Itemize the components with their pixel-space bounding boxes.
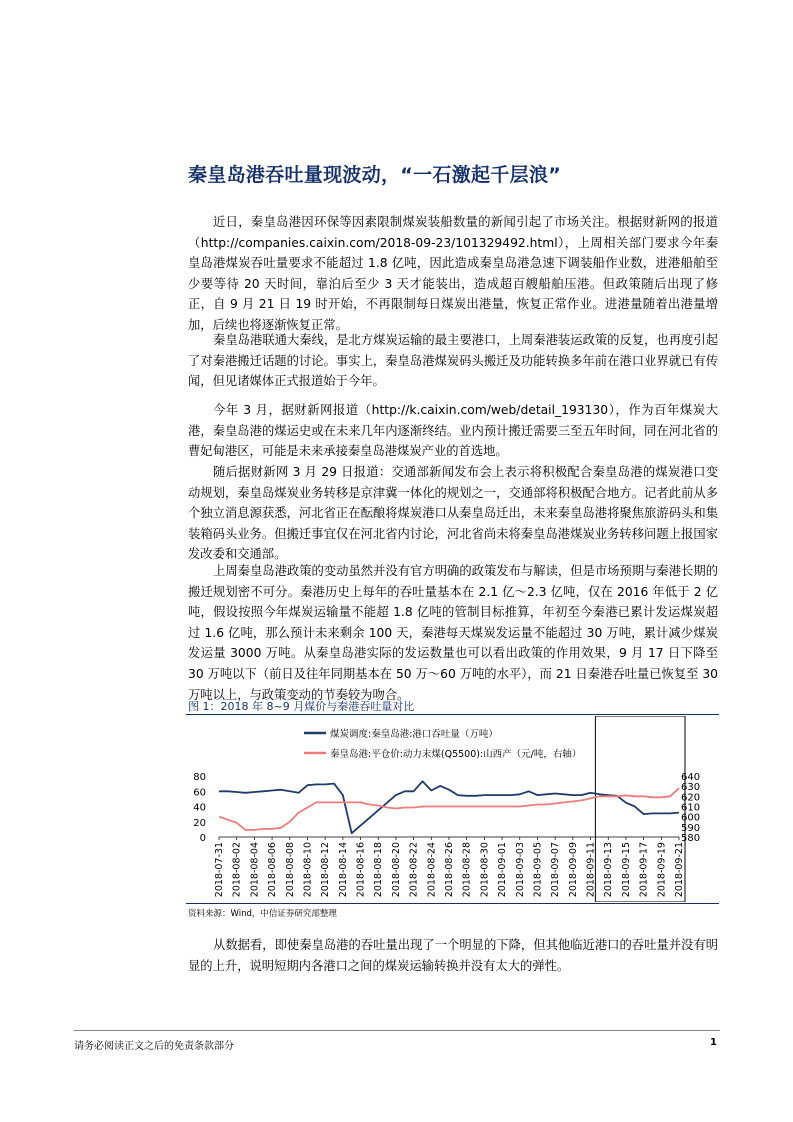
paragraph-5: 上周秦皇岛港政策的变动虽然并没有官方明确的政策发布与解读，但是市场预期与秦港长期的搬迁规划密不可分。秦港历史上每年的吞吐量基本在 2.1 亿～2.3 亿吨，仅在 2016 年低于 2 亿吨，假设按照今年煤炭运输量不能超 1.8 亿吨的管制目标推算，年初至今秦港已累计发运煤炭超过 1.6 亿吨，那么预计未来剩余 100 天，秦港每天煤炭发运量不能超过 30 万吨，累计减少煤炭发运量 3000 万吨。从秦皇岛港实际的发运数量也可以看出政策的作用效果，9 月 17 日下降至 30 万吨以下（前日及往年同期基本在 50 万～60 万吨的水平），而 21 日秦港吞吐量已恢复至 30 万吨以上，与政策变动的节奏较为吻合。 <box>188 564 718 702</box>
coal-chart <box>186 716 719 902</box>
paragraph-3: 今年 3 月，据财新网报道（http://k.caixin.com/web/detail_193130），作为百年煤炭大港，秦皇岛港的煤运史或在未来几年内逐渐终结。业内预计搬迁需要三至五年时间，同在河北省的曹妃甸港区，可能是未来承接秦皇岛港煤炭产业的首选地。 <box>188 403 718 459</box>
y-right-tick-label: 620 <box>681 792 701 804</box>
x-tick-label: 2018-08-14 <box>337 842 349 898</box>
x-tick-label: 2018-08-06 <box>267 842 279 898</box>
x-tick-label: 2018-09-05 <box>532 842 544 898</box>
y-right-tick-label: 600 <box>681 812 701 824</box>
x-tick-label: 2018-08-18 <box>373 842 385 898</box>
x-tick-label: 2018-08-28 <box>461 842 473 898</box>
x-tick-label: 2018-09-07 <box>550 842 562 898</box>
x-tick-label: 2018-08-22 <box>408 842 420 898</box>
page-number: 1 <box>710 1037 717 1048</box>
x-tick-label: 2018-09-03 <box>514 842 526 898</box>
x-tick-label: 2018-09-11 <box>585 842 597 898</box>
y-left-tick-label: 40 <box>193 802 206 814</box>
x-tick-label: 2018-07-31 <box>214 842 225 898</box>
x-tick-label: 2018-08-02 <box>231 842 243 898</box>
y-right-tick-label: 610 <box>681 802 701 814</box>
x-tick-label: 2018-08-10 <box>302 842 314 898</box>
x-tick-label: 2018-08-20 <box>390 842 402 898</box>
y-right-tick-label: 630 <box>681 782 701 794</box>
footer-rule <box>74 1030 720 1031</box>
x-tick-label: 2018-08-30 <box>479 842 491 898</box>
y-left-tick-label: 80 <box>193 772 206 783</box>
x-tick-label: 2018-08-12 <box>320 842 332 898</box>
y-left-tick-label: 0 <box>199 833 206 844</box>
figure-caption: 图 1：2018 年 8~9 月煤价与秦港吞吐量对比 <box>188 700 415 713</box>
paragraph-6: 从数据看，即使秦皇岛港的吞吐量出现了一个明显的下降，但其他临近港口的吞吐量并没有明显的上升，说明短期内各港口之间的煤炭运输转换并没有太大的弹性。 <box>188 938 718 973</box>
x-tick-label: 2018-09-09 <box>567 842 579 898</box>
x-tick-label: 2018-09-21 <box>674 842 685 898</box>
y-right-tick-label: 580 <box>681 833 701 844</box>
x-tick-label: 2018-08-08 <box>284 842 296 898</box>
source-note: 资料来源：Wind，中信证券研究部整理 <box>188 909 337 919</box>
y-left-tick-label: 60 <box>193 787 206 799</box>
y-right-tick-label: 590 <box>681 822 701 834</box>
footer-disclaimer: 请务必阅读正文之后的免责条款部分 <box>74 1041 234 1052</box>
paragraph-2: 秦皇岛港联通大秦线，是北方煤炭运输的最主要港口，上周秦港装运政策的反复，也再度引起了对秦港搬迁话题的讨论。事实上，秦皇岛港煤炭码头搬迁及功能转换多年前在港口业界就已有传闻，但见诸媒体正式报道始于今年。 <box>188 333 718 389</box>
article-title: 秦皇岛港吞吐量现波动，“一石激起千层浪” <box>188 164 561 186</box>
legend-label-throughput: 煤炭调度:秦皇岛港:港口吞吐量（万吨） <box>330 729 498 740</box>
x-tick-label: 2018-09-19 <box>656 842 668 898</box>
x-tick-label: 2018-08-24 <box>426 842 438 898</box>
paragraph-4: 随后据财新网 3 月 29 日报道：交通部新闻发布会上表示将积极配合秦皇岛港的煤炭港口变动规划，秦皇岛煤炭业务转移是京津冀一体化的规划之一，交通部将积极配合地方。记者此前从多个独立消息源获悉，河北省正在酝酿将煤炭港口从秦皇岛迁出，未来秦皇岛港将聚焦旅游码头和集装箱码头业务。但搬迁事宜仅在河北省内讨论，河北省尚未将秦皇岛港煤炭业务转移问题上报国家发改委和交通部。 <box>188 465 718 562</box>
legend-label-price: 秦皇岛港:平仓价:动力末煤(Q5500):山西产（元/吨，右轴） <box>330 749 582 760</box>
x-tick-label: 2018-09-17 <box>638 842 650 898</box>
figure-top-rule <box>186 714 719 715</box>
x-tick-label: 2018-09-15 <box>620 842 632 898</box>
figure-bottom-rule <box>186 903 719 904</box>
x-tick-label: 2018-08-04 <box>249 842 261 898</box>
y-right-tick-label: 640 <box>681 772 701 783</box>
chart-legend <box>304 728 581 760</box>
y-left-tick-label: 20 <box>193 817 206 829</box>
x-tick-label: 2018-08-16 <box>355 842 367 898</box>
paragraph-1: 近日，秦皇岛港因环保等因素限制煤炭装船数量的新闻引起了市场关注。根据财新网的报道（http://companies.caixin.com/2018-09-23/101329492.html），上周相关部门要求今年秦皇岛港煤炭吞吐量要求不能超过 1.8 亿吨，因此造成秦皇岛港急速下调装船作业数，进港船舶至少要等待 20 天时间，靠泊后至少 3 天才能装出，造成超百艘船舶压港。但政策随后出现了修正，自 9 月 21 日 19 时开始，不再限制每日煤炭出港量，恢复正常作业。进港量随着出港量增加，后续也将逐渐恢复正常。 <box>188 215 718 332</box>
x-tick-label: 2018-09-01 <box>497 842 509 898</box>
x-tick-label: 2018-08-26 <box>444 842 455 898</box>
x-tick-label: 2018-09-13 <box>603 842 615 898</box>
